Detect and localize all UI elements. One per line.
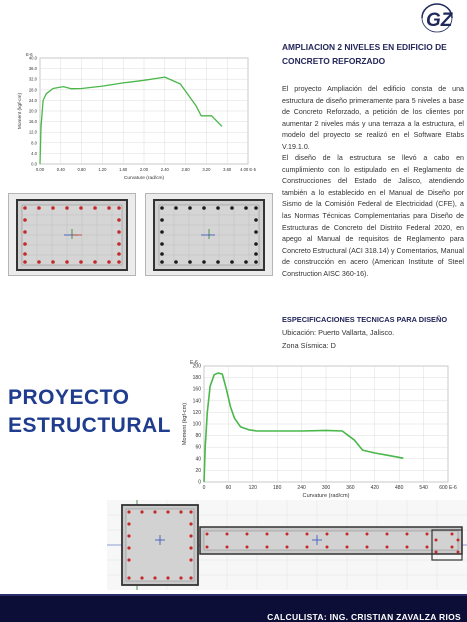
x-axis-label: Curvature (rad/cm) (302, 493, 350, 499)
y-tick-label: 0.0 (31, 161, 37, 167)
y-tick-label: 32.0 (28, 76, 37, 82)
x-tick-label: 540 (419, 485, 428, 491)
y-tick-label: 40.0 (28, 55, 37, 61)
y-tick-label: 12.0 (28, 129, 37, 135)
x-tick-label: 4.00 E-5 (240, 167, 256, 172)
x-tick-label: 1.20 (98, 167, 107, 172)
project-title: AMPLIACION 2 NIVELES EN EDIFICIO DE CONCRETO REFORZADO (282, 42, 447, 66)
exponent-label: E-6 (190, 360, 198, 366)
x-axis-label: Curvature (rad/cm) (123, 176, 165, 181)
x-tick-label: 0.00 (35, 167, 45, 172)
y-tick-label: 16.0 (28, 119, 37, 125)
y-tick-label: 4.0 (31, 150, 37, 156)
logo-letters: GZ (426, 10, 453, 31)
y-tick-label: 120 (192, 409, 201, 416)
y-tick-label: 0 (198, 479, 201, 486)
y-tick-label: 28.0 (28, 87, 37, 93)
footer-divider (0, 594, 467, 596)
y-tick-label: 40 (195, 456, 201, 463)
banner-line-1: PROYECTO (8, 386, 130, 409)
y-tick-label: 60 (195, 444, 201, 451)
y-tick-label: 200 (192, 363, 201, 370)
gz-monogram-logo (418, 2, 456, 34)
x-tick-label: 180 (273, 485, 282, 491)
x-tick-label: 240 (297, 485, 306, 491)
y-tick-label: 80 (195, 433, 201, 440)
spec-location: Ubicación: Puerto Vallarta, Jalisco. (282, 328, 395, 337)
y-tick-label: 140 (192, 398, 201, 405)
column-section-1 (8, 193, 136, 276)
x-tick-label: 600 E-6 (439, 485, 457, 491)
x-tick-label: 480 (395, 485, 404, 491)
x-tick-label: 2.80 (181, 167, 190, 172)
specs-heading: ESPECIFICACIONES TECNICAS PARA DISEÑO (282, 315, 448, 324)
y-tick-label: 24.0 (28, 97, 37, 103)
y-tick-label: 160 (192, 386, 201, 393)
column-section-2 (145, 193, 273, 276)
x-tick-label: 3.60 (223, 167, 232, 172)
exponent-label: E-6 (26, 52, 33, 57)
x-tick-label: 420 (370, 485, 379, 491)
y-axis-label: Moment (kgf-cm) (18, 92, 23, 130)
spec-seismic-zone: Zona Sísmica: D (282, 341, 336, 350)
x-tick-label: 60 (225, 485, 232, 491)
footer-calculist-name: CALCULISTA: ING. CRISTIAN ZAVALZA RIOS (267, 612, 461, 622)
x-tick-label: 0.80 (77, 167, 86, 172)
moment-curvature-chart-1 (14, 48, 264, 184)
y-tick-label: 100 (192, 421, 201, 428)
x-tick-label: 2.00 (139, 167, 149, 172)
y-axis-label: Moment (kgf-cm) (182, 402, 188, 446)
x-tick-label: 2.40 (160, 167, 169, 172)
x-tick-label: 300 (321, 485, 331, 491)
description-paragraph-1: El proyecto Ampliación del edificio consta de una estructura de diseño primeramente para 5 niveles a base de Concreto Reforzado, a petición de los clientes por aumentar 2 niveles más y una terraza a la estructura, el modelo del proyecto se realizó en el Software Etabs V.19.1.0. (282, 85, 464, 151)
x-tick-label: 3.20 (202, 167, 211, 172)
y-tick-label: 180 (192, 375, 201, 382)
x-tick-label: 120 (248, 485, 257, 491)
y-tick-label: 36.0 (28, 66, 37, 72)
description-paragraph-2: El diseño de la estructura se llevó a cabo en cumplimiento con lo estipulado en el Reglamento de Construcciones del Estado de Jalisco, atendiendo también a lo establecido en el Manual de Diseño por Sismo de la Comisión Federal de Electricidad (CFE), a las Normas Técnicas Complementarias para Diseño de Estructuras de Concreto del Distrito Federal 2020, en apego al Manual de requisitos de Reglamento para Concreto Estructural (ACI 318.14) y Comentarios, Manual de construcción en acero (American Institute of Steel Construction AISC 360-16). (282, 154, 464, 278)
x-tick-label: 0.40 (56, 167, 65, 172)
y-tick-label: 20.0 (28, 108, 37, 114)
y-tick-label: 8.0 (31, 140, 37, 146)
x-tick-label: 1.60 (119, 167, 128, 172)
moment-curvature-chart-2 (180, 352, 460, 502)
y-tick-label: 20 (195, 467, 201, 474)
section-detail-drawing (107, 500, 467, 590)
x-tick-label: 0 (202, 485, 206, 491)
banner-line-2: ESTRUCTURAL (8, 414, 171, 437)
x-tick-label: 360 (346, 485, 355, 491)
